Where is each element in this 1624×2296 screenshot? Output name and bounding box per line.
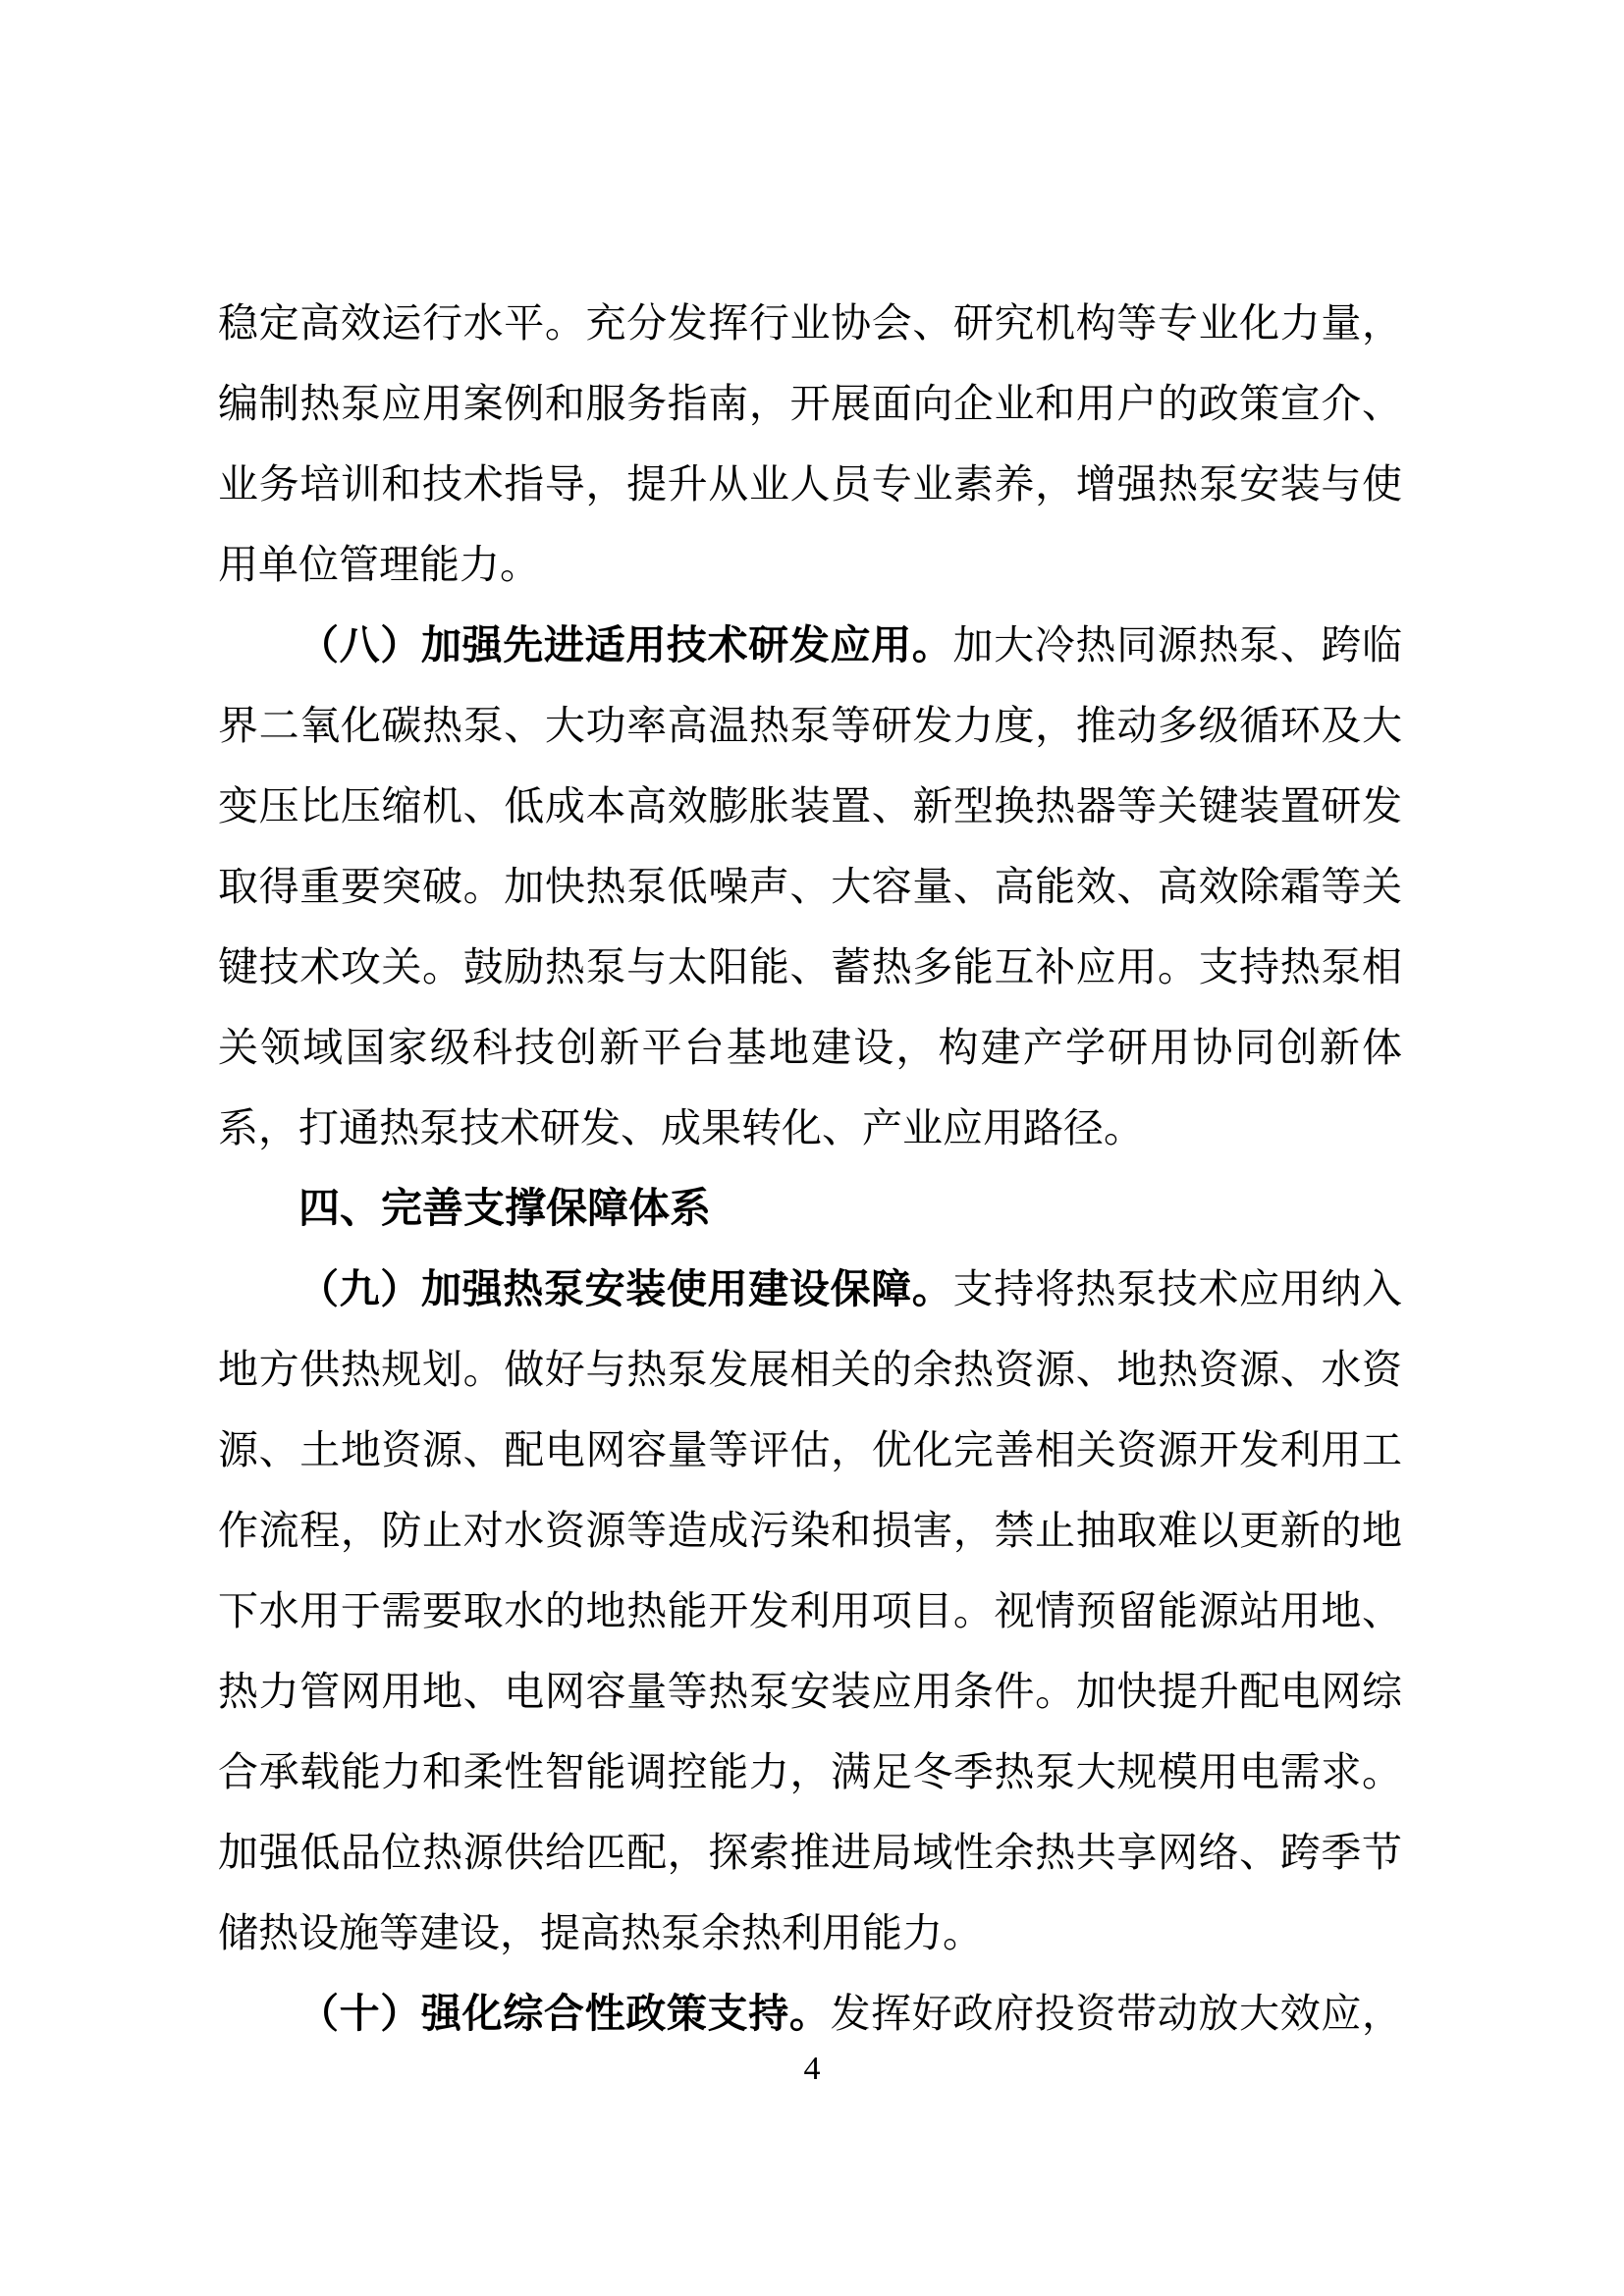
text-line: 作流程，防止对水资源等造成污染和损害，禁止抽取难以更新的地	[218, 1508, 1402, 1553]
text-line: 下水用于需要取水的地热能开发利用项目。视情预留能源站用地、	[218, 1588, 1402, 1633]
paragraph-text: 支持将热泵技术应用纳入	[952, 1266, 1403, 1311]
text-line: 界二氧化碳热泵、大功率高温热泵等研发力度，推动多级循环及大	[218, 703, 1402, 748]
paragraph-lead-bold: （十）强化综合性政策支持。	[298, 1991, 831, 2036]
text-line	[218, 605, 1402, 685]
text-line: 系，打通热泵技术研发、成果转化、产业应用路径。	[218, 1105, 1144, 1150]
text-line: 关领域国家级科技创新平台基地建设，构建产学研用协同创新体	[218, 1025, 1402, 1070]
text-line: 储热设施等建设，提高热泵余热利用能力。	[218, 1910, 983, 1955]
text-line: 地方供热规划。做好与热泵发展相关的余热资源、地热资源、水资	[218, 1347, 1402, 1392]
text-line: 合承载能力和柔性智能调控能力，满足冬季热泵大规模用电需求。	[218, 1749, 1402, 1794]
text-line: 业务培训和技术指导，提升从业人员专业素养，增强热泵安装与使	[218, 461, 1402, 507]
document-body	[218, 283, 1402, 2054]
text-line: 取得重要突破。加快热泵低噪声、大容量、高能效、高效除霜等关	[218, 864, 1402, 909]
text-line	[218, 1973, 1402, 2054]
paragraph-lead-bold: （九）加强热泵安装使用建设保障。	[298, 1266, 953, 1311]
paragraph-lead-bold: （八）加强先进适用技术研发应用。	[298, 622, 953, 667]
text-line: 编制热泵应用案例和服务指南，开展面向企业和用户的政策宣介、	[218, 381, 1402, 426]
paragraph-text: 发挥好政府投资带动放大效应，	[830, 1991, 1402, 2036]
paragraph-text: 加大冷热同源热泵、跨临	[952, 622, 1403, 667]
text-line	[218, 1249, 1402, 1329]
page-number: 4	[803, 2051, 821, 2087]
text-line: 源、土地资源、配电网容量等评估，优化完善相关资源开发利用工	[218, 1427, 1402, 1472]
text-line: 加强低品位热源供给匹配，探索推进局域性余热共享网络、跨季节	[218, 1830, 1402, 1875]
text-line: 键技术攻关。鼓励热泵与太阳能、蓄热多能互补应用。支持热泵相	[218, 944, 1402, 989]
text-line: 变压比压缩机、低成本高效膨胀装置、新型换热器等关键装置研发	[218, 783, 1402, 828]
text-line: 用单位管理能力。	[218, 542, 540, 587]
section-heading: 四、完善支撑保障体系	[298, 1185, 712, 1231]
text-line: 热力管网用地、电网容量等热泵安装应用条件。加快提升配电网综	[218, 1669, 1402, 1714]
text-line: 稳定高效运行水平。充分发挥行业协会、研究机构等专业化力量，	[218, 300, 1402, 346]
